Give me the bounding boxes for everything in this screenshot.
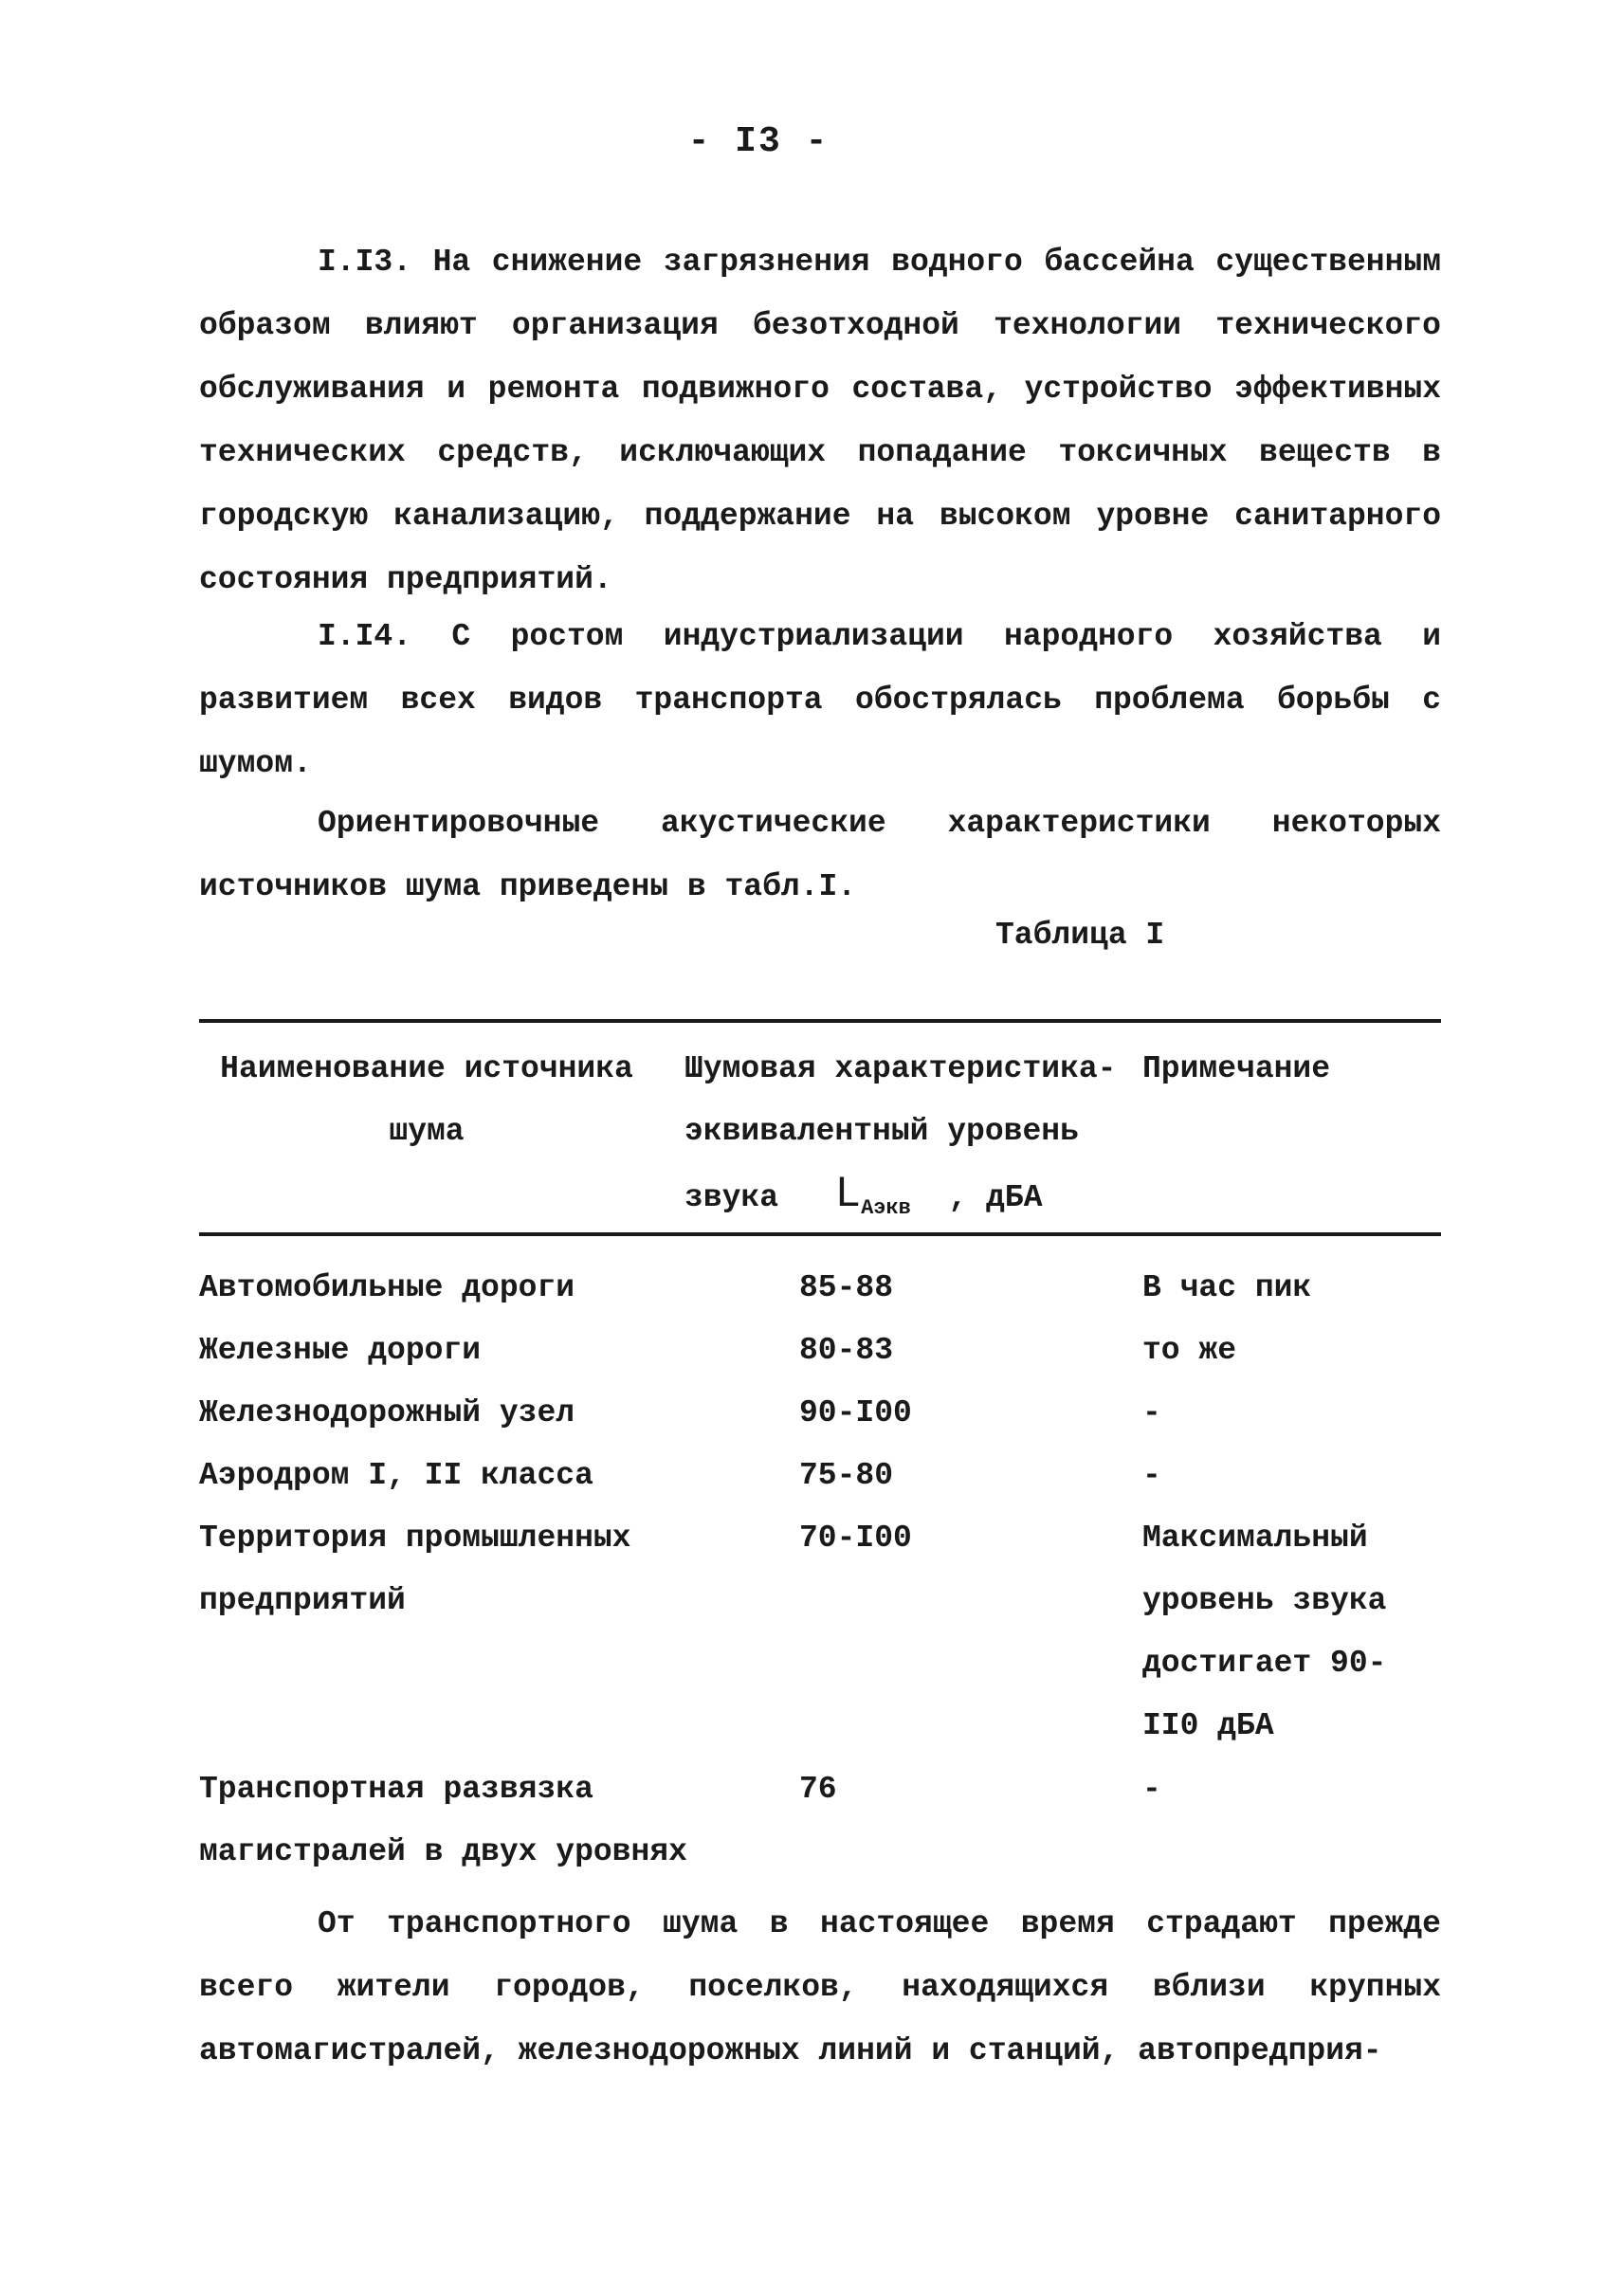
table-cell-level: 76 bbox=[799, 1772, 837, 1807]
table-header-source: Наименование источника шума bbox=[220, 1051, 633, 1149]
paragraph-text: I.I4. С ростом индустриализации народного хозяйства и развитием всех видов транспорта обострялась проблема борьбы с шумом. bbox=[199, 619, 1441, 781]
table-cell-level: 80-83 bbox=[799, 1333, 894, 1368]
header-line-2: эквивалентный уровень bbox=[684, 1114, 1079, 1149]
table-cell-note: - bbox=[1142, 1395, 1161, 1430]
table-cell-level: 85-88 bbox=[799, 1270, 894, 1305]
table-header-note: Примечание bbox=[1142, 1051, 1331, 1086]
closing-paragraph bbox=[199, 1892, 1441, 2083]
table-cell-note: - bbox=[1142, 1772, 1161, 1807]
table-cell-source: Транспортная развязка магистралей в двух уровнях bbox=[199, 1772, 687, 1869]
table-cell-source: Автомобильные дороги bbox=[199, 1270, 575, 1305]
table-cell-level: 70-I00 bbox=[799, 1521, 912, 1556]
paragraph-text: I.I3. На снижение загрязнения водного бассейна существенным образом влияют организация безотходной технологии технического обслуживания и ремонта подвижного состава, устройство эффективных технических средств, исключающих попадание токсичных веществ в городскую канализацию, поддержание на высоком уровне санитарного состояния предприятий. bbox=[199, 245, 1441, 597]
table-cell-note: - bbox=[1142, 1458, 1161, 1493]
level-subscript: Аэкв bbox=[861, 1196, 911, 1220]
level-symbol: L bbox=[834, 1170, 862, 1219]
header-line-1: Шумовая характеристика- bbox=[684, 1051, 1117, 1086]
table-cell-source: Железнодорожный узел bbox=[199, 1395, 575, 1430]
paragraph-text: Ориентировочные акустические характеристики некоторых источников шума приведены в табл.I. bbox=[199, 806, 1441, 904]
table-cell-note: В час пик bbox=[1142, 1270, 1312, 1305]
table-cell-source: Территория промышленных предприятий bbox=[199, 1521, 631, 1618]
table-cell-level: 90-I00 bbox=[799, 1395, 912, 1430]
header-line-3 bbox=[684, 1163, 1140, 1232]
paragraph-text: От транспортного шума в настоящее время страдают прежде всего жители городов, поселков, находящихся вблизи крупных автомагистралей, железнодорожных линий и станций, автопредприя- bbox=[199, 1906, 1441, 2068]
table-cell-source: Железные дороги bbox=[199, 1333, 482, 1368]
header-word: звука bbox=[684, 1180, 779, 1215]
table-header-level bbox=[684, 1038, 1140, 1232]
paragraph-1-13 bbox=[199, 230, 1441, 611]
table-caption: Таблица I bbox=[995, 918, 1165, 953]
paragraph-table-reference bbox=[199, 792, 1441, 919]
table-cell-source: Аэродром I, II класса bbox=[199, 1458, 593, 1493]
table-top-rule bbox=[199, 1019, 1441, 1023]
level-unit: , дБА bbox=[948, 1180, 1043, 1215]
table-cell-note: то же bbox=[1142, 1333, 1237, 1368]
table-header-rule bbox=[199, 1232, 1441, 1236]
page-number: - I3 - bbox=[687, 121, 830, 162]
table-cell-note: Максимальный уровень звука достигает 90-II0 дБА bbox=[1142, 1521, 1387, 1743]
paragraph-1-14 bbox=[199, 605, 1441, 795]
table-cell-level: 75-80 bbox=[799, 1458, 894, 1493]
